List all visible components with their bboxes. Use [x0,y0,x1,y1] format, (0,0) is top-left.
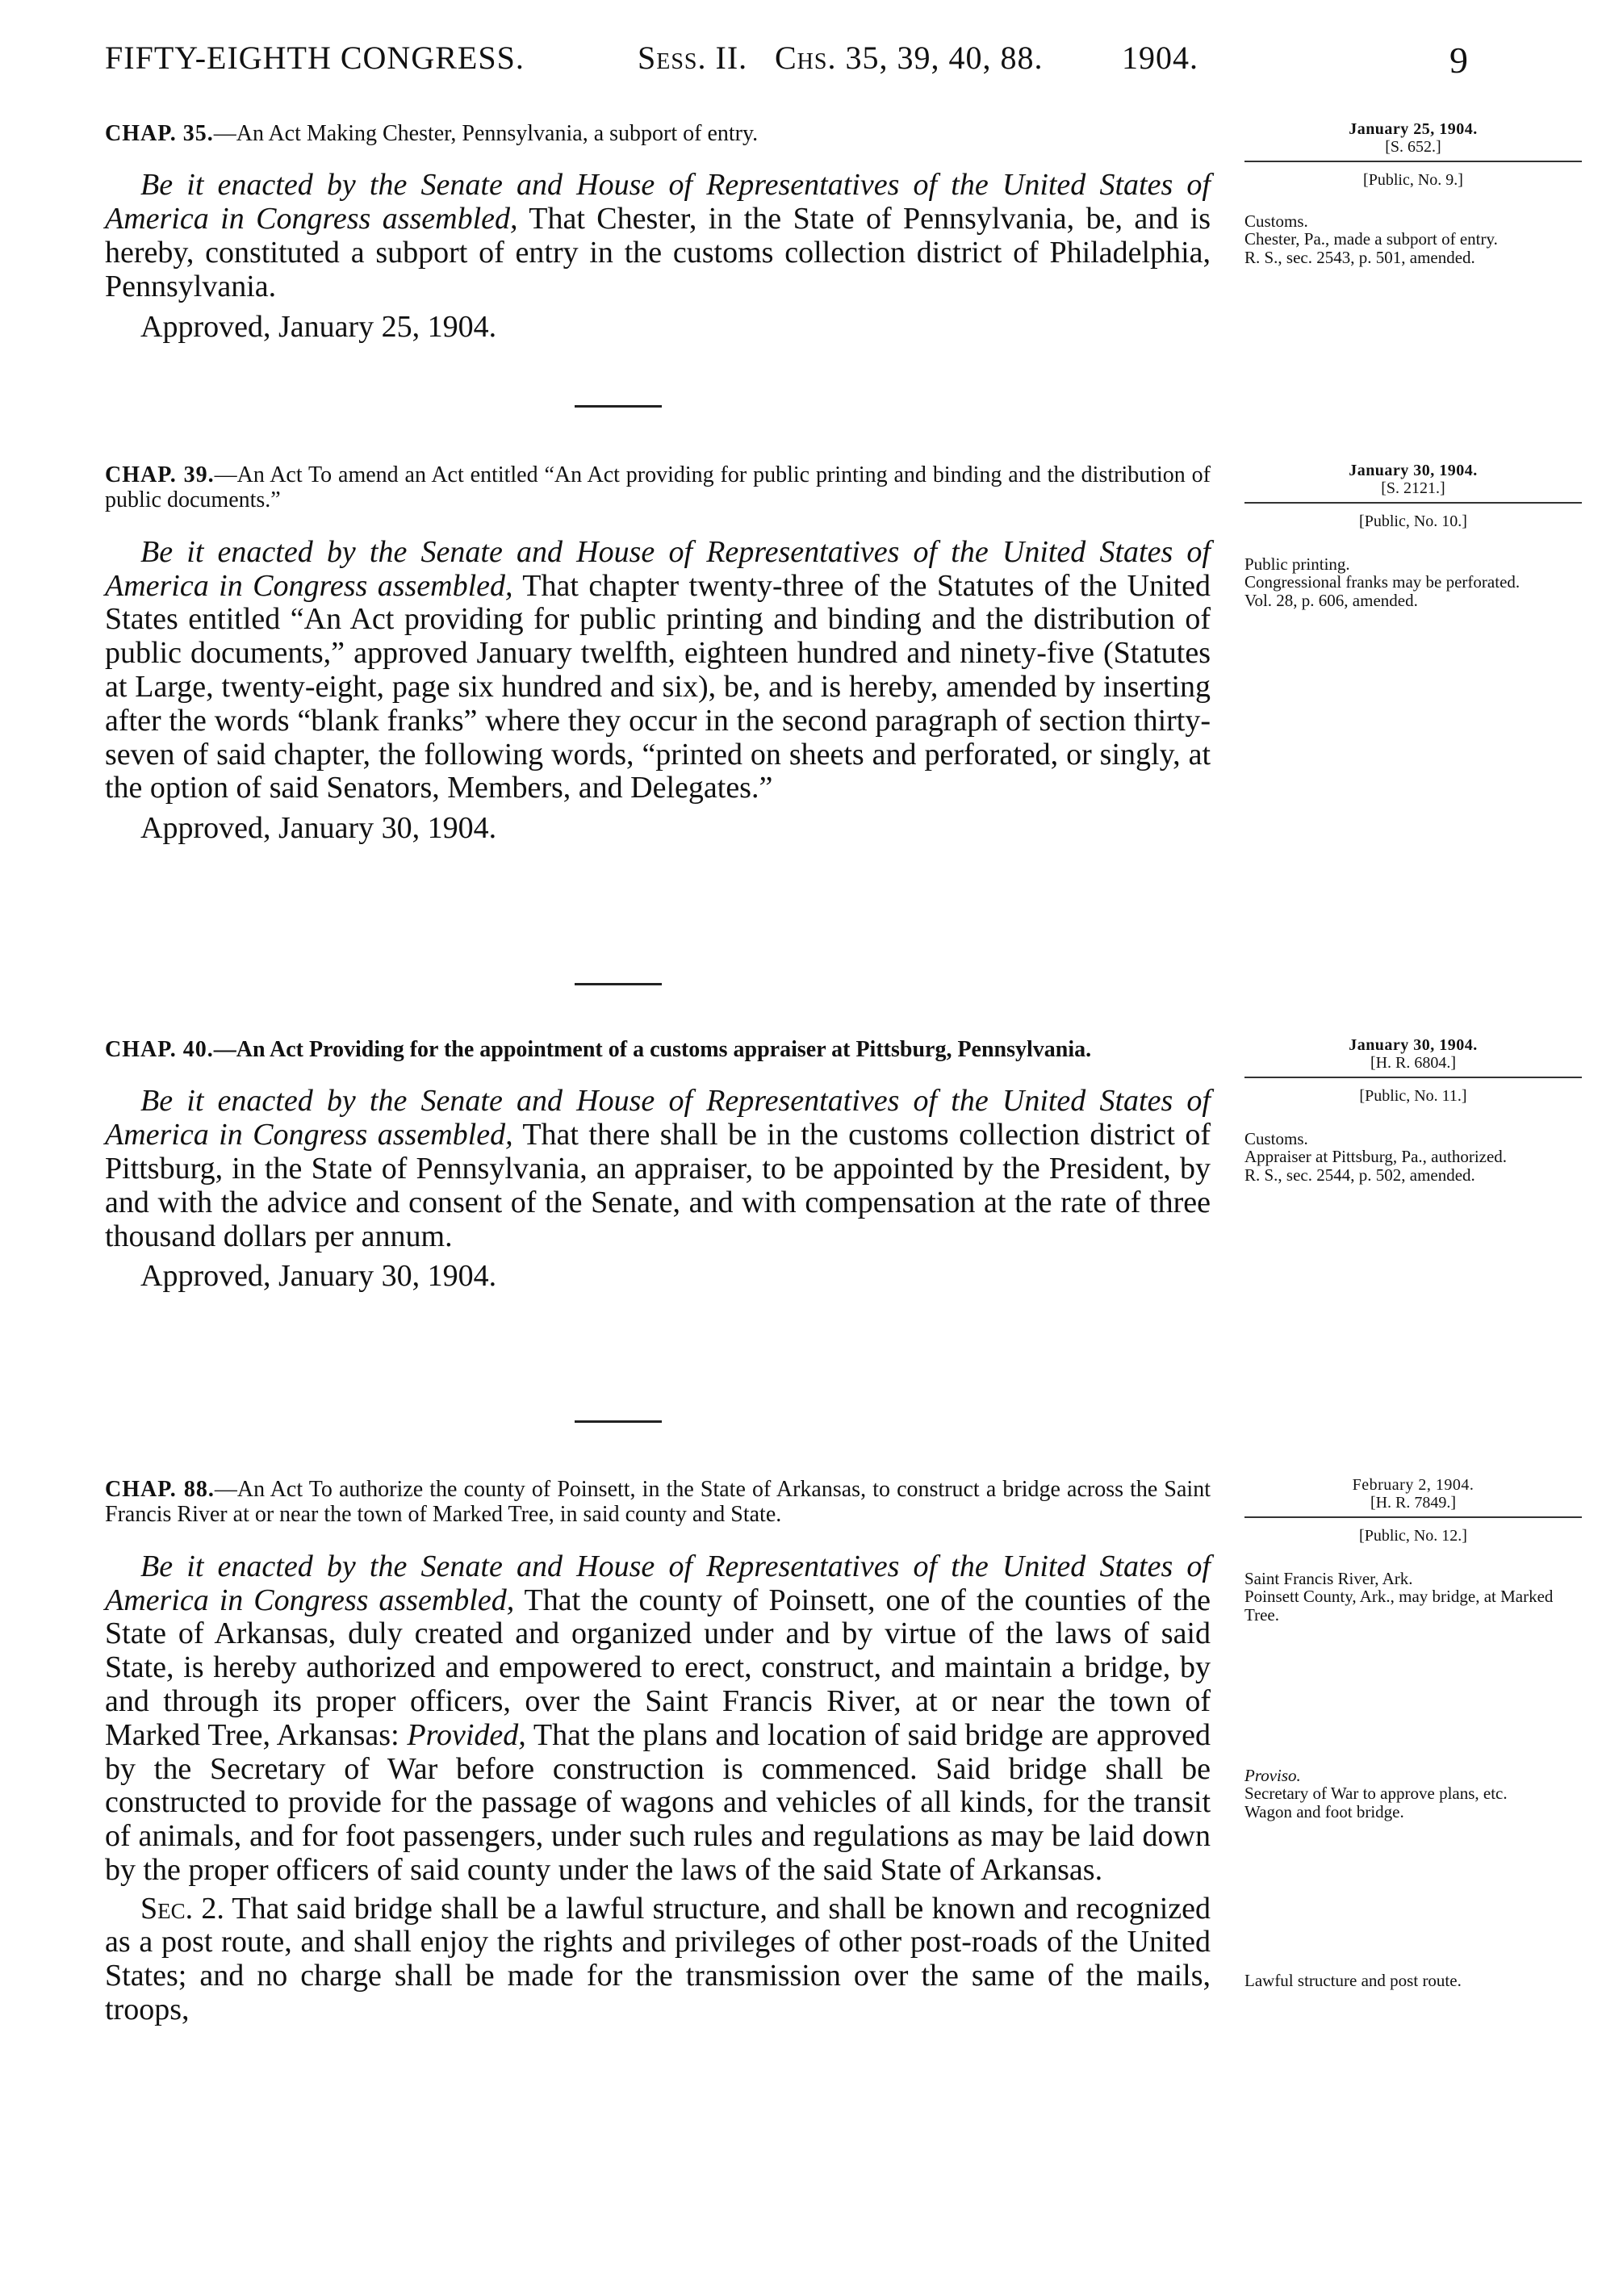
proviso-word: Provided, [407,1717,526,1752]
section-divider [575,1420,662,1423]
chapter-40-title [105,1037,1211,1062]
margin-notes [1244,1767,1582,1821]
session-label: Sess. II. [638,40,748,76]
margin-date: January 30, 1904. [1349,462,1478,479]
chapter-40-body-text: That there shall be in the customs collection district of Pittsburg, in the State of Pennsylvania, an appraiser, to be appointed by the President, by and with the advice and consent of the Senate, and with compensation at the rate of three thousand dollars per annum. [105,1118,1211,1253]
chapters-label: Chs. 35, 39, 40, 88. [775,40,1044,76]
margin-note: Public printing. [1244,554,1350,574]
margin-note: Poinsett County, Ark., may bridge, at Marked Tree. [1244,1587,1554,1625]
chapter-35-main [105,121,1211,345]
enacting-clause: Be it enacted by the Senate and House of Representatives of the United States of America in Congress assembled, [105,534,1211,603]
enacting-clause: Be it enacted by the Senate and House of Representatives of the United States of America in Congress assembled, [105,168,1211,236]
margin-note: Chester, Pa., made a subport of entry. [1244,229,1498,249]
margin-note: R. S., sec. 2544, p. 502, amended. [1244,1165,1475,1186]
chapter-35-label: CHAP. 35. [105,121,214,146]
chapter-40-margin [1244,1037,1582,1185]
margin-notes [1244,1570,1582,1625]
chapter-88-body-text-cont: That the plans and location of said bridge are approved by the Secretary of War before construction is commenced. Said bridge shall be constructed to provide for the passage of wagons and vehicles of all kinds, for the transit of animals, and for foot passengers, under such rules and regulations as may be laid down by the proper officers of said county under the laws of the said State of Arkansas. [105,1717,1211,1887]
chapter-39-title-text: —An Act To amend an Act entitled “An Act providing for public printing and binding and the distribution of public documents.” [105,462,1211,513]
chapter-88-body [105,1550,1211,1888]
chapter-35-title [105,121,1211,146]
margin-note: Customs. [1244,211,1308,231]
margin-note: Vol. 28, p. 606, amended. [1244,591,1418,611]
chapter-39-body [105,536,1211,805]
margin-bill: [S. 652.] [1244,139,1582,163]
chapter-35-body-text: That Chester, in the State of Pennsylvania, be, and is hereby, constituted a subport of entry in the customs collection district of Philadelphia, Pennsylvania. [105,202,1211,303]
chapter-88-body-text: That the county of Poinsett, one of the counties of the State of Arkansas, duly created and organized under and by virtue of the laws of said State, is hereby authorized and empowered to erect, construct, and maintain a bridge, by and through its proper officers, over the Saint Francis River, at or near the town of Marked Tree, Arkansas: [105,1583,1211,1752]
margin-note: Customs. [1244,1128,1308,1148]
chapter-88-section-2 [105,1892,1211,2027]
chapter-88-margin [1244,1477,1582,1989]
enacting-clause: Be it enacted by the Senate and House of Representatives of the United States of America in Congress assembled, [105,1084,1211,1152]
chapter-35-title-text: —An Act Making Chester, Pennsylvania, a subport of entry. [213,121,759,146]
section-2-text: That said bridge shall be a lawful structure, and shall be known and recognized as a post route, and shall enjoy the rights and privileges of other post-roads of the United States; and no charge shall be made for the transmission over the same of the mails, troops, [105,1891,1211,2027]
margin-notes [1244,1130,1582,1185]
chapter-40-body [105,1085,1211,1253]
chapter-40-main [105,1037,1211,1295]
margin-note: Appraiser at Pittsburg, Pa., authorized. [1244,1147,1508,1167]
margin-notes [1244,555,1582,610]
margin-public-law: [Public, No. 9.] [1363,171,1463,190]
chapter-39-approved: Approved, January 30, 1904. [140,811,497,846]
running-title: FIFTY-EIGHTH CONGRESS. [105,40,525,76]
chapter-35-margin [1244,121,1582,267]
margin-note: R. S., sec. 2543, p. 501, amended. [1244,248,1475,268]
chapter-88-main [105,1477,1211,2027]
margin-public-law: [Public, No. 11.] [1359,1087,1467,1106]
chapter-40-label: CHAP. 40. [105,1037,214,1062]
margin-proviso-label: Proviso. [1244,1765,1301,1785]
chapter-35-body [105,169,1211,303]
running-header [105,39,1469,87]
margin-note: Secretary of War to approve plans, etc. [1244,1784,1508,1804]
section-divider [575,405,662,408]
margin-date: January 30, 1904. [1349,1036,1478,1054]
enacting-clause: Be it enacted by the Senate and House of Representatives of the United States of America in Congress assembled, [105,1549,1211,1617]
chapter-40-approved: Approved, January 30, 1904. [140,1259,497,1294]
margin-bill: [H. R. 6804.] [1244,1055,1582,1079]
chapter-39-main [105,462,1211,847]
chapter-39-title [105,462,1211,513]
margin-note: Saint Francis River, Ark. [1244,1568,1413,1588]
chapter-88-title [105,1477,1211,1528]
margin-date: January 25, 1904. [1349,120,1478,138]
chapter-88-label: CHAP. 88. [105,1477,215,1502]
margin-public-law: [Public, No. 10.] [1359,512,1467,531]
chapter-39-label: CHAP. 39. [105,462,215,487]
margin-date: February 2, 1904. [1352,1476,1474,1494]
chapter-35-approved: Approved, January 25, 1904. [140,309,497,344]
margin-note: Congressional franks may be perforated. [1244,572,1520,592]
chapter-88-title-text: —An Act To authorize the county of Poinsett, in the State of Arkansas, to construct a bridge across the Saint Francis River at or near the town of Marked Tree, in said county and State. [105,1477,1211,1528]
margin-note: Lawful structure and post route. [1244,1970,1462,1990]
margin-public-law: [Public, No. 12.] [1359,1527,1467,1545]
margin-notes [1244,1972,1582,1990]
margin-bill: [S. 2121.] [1244,480,1582,504]
chapter-40-title-text: —An Act Providing for the appointment of a customs appraiser at Pittsburg, Pennsylvania. [213,1037,1092,1062]
section-label: Sec. 2. [140,1891,224,1926]
section-divider [575,983,662,985]
page-number: 9 [1449,40,1469,81]
chapter-39-body-text: That chapter twenty-three of the Statutes of the United States entitled “An Act providing for public printing and binding and the distribution of public documents,” approved January twelfth, eighteen hundred and ninety-five (Statutes at Large, twenty-eight, page six hundred and six), be, and is hereby, amended by inserting after the words “blank franks” where they occur in the second paragraph of section thirty-seven of said chapter, the following words, “printed on sheets and perforated, or singly, at the option of said Senators, Members, and Delegates.” [105,568,1211,805]
margin-note: Wagon and foot bridge. [1244,1802,1404,1822]
year-label: 1904. [1122,40,1198,76]
margin-bill: [H. R. 7849.] [1244,1495,1582,1519]
chapter-39-margin [1244,462,1582,610]
margin-notes [1244,212,1582,267]
